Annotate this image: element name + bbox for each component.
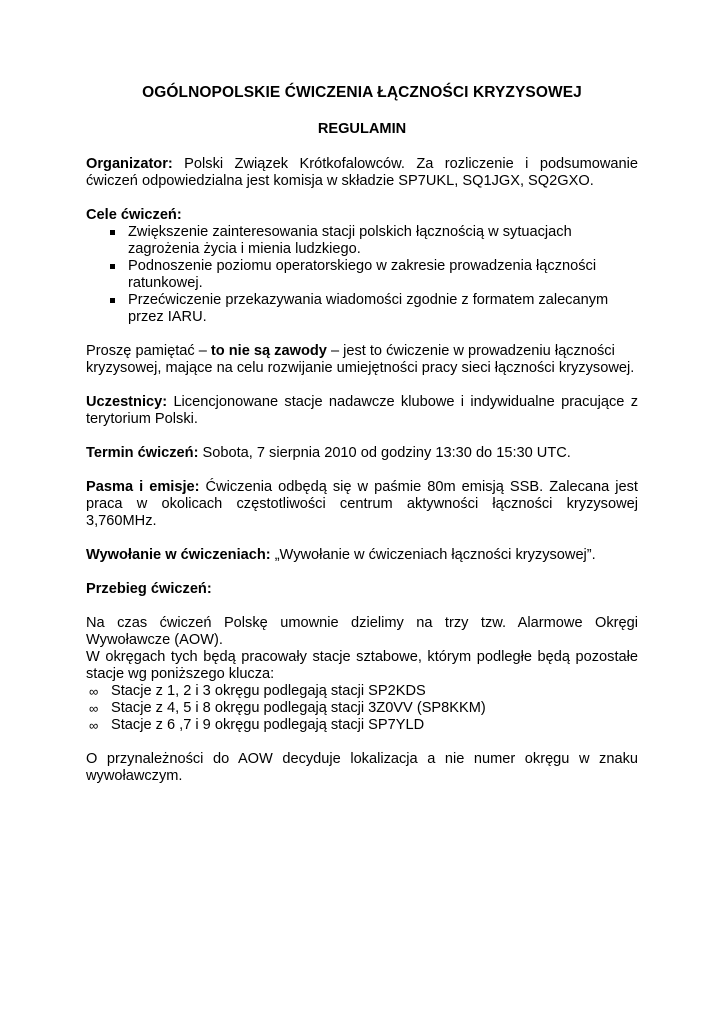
bands-paragraph [86,479,638,530]
infinity-bullet-icon: ∞ [89,701,99,716]
regions-item-text: Stacje z 1, 2 i 3 okręgu podlegają stacji SP2KDS [111,683,426,699]
schedule-text: Sobota, 7 sierpnia 2010 od godziny 13:30 do 15:30 UTC. [198,445,571,461]
participants-label: Uczestnicy: [86,394,168,410]
participants-text: Licencjonowane stacje nadawcze klubowe i indywidualne pracujące z terytorium Polski. [86,394,638,427]
organizer-text: Polski Związek Krótkofalowców. Za rozliczenie i podsumowanie ćwiczeń odpowiedzialna jest komisja w składzie SP7UKL, SQ1JGX, SQ2GXO. [86,156,638,189]
reminder-before: Proszę pamiętać – [86,343,211,359]
infinity-bullet-icon: ∞ [89,684,99,699]
goals-item-text: Przećwiczenie przekazywania wiadomości zgodnie z formatem zalecanym przez IARU. [128,292,609,325]
call-text: „Wywołanie w ćwiczeniach łączności kryzysowej”. [270,547,596,563]
schedule-paragraph [86,445,638,462]
square-bullet-icon [110,298,115,303]
participants-paragraph [86,394,638,428]
regions-item-text: Stacje z 4, 5 i 8 okręgu podlegają stacji 3Z0VV (SP8KKM) [111,700,486,716]
goals-item-text: Zwiększenie zainteresowania stacji polskich łącznością w sytuacjach zagrożenia życia i mienia ludzkiego. [128,224,572,257]
call-paragraph [86,547,638,564]
goals-list-item [86,224,638,258]
closing-paragraph: O przynależności do AOW decyduje lokalizacja a nie numer okręgu w znaku wywoławczym. [86,751,638,784]
regions-list-item [86,700,638,717]
infinity-bullet-icon: ∞ [89,718,99,733]
goals-heading [86,207,638,224]
goals-list-item [86,258,638,292]
reminder-bold: to nie są zawody [210,343,327,359]
course-paragraph-1: Na czas ćwiczeń Polskę umownie dzielimy na trzy tzw. Alarmowe Okręgi Wywoławcze (AOW). [86,615,638,648]
organizer-label: Organizator: [86,156,173,172]
regions-list-item [86,683,638,700]
bands-label: Pasma i emisje: [86,479,200,495]
square-bullet-icon [110,264,115,269]
goals-item-text: Podnoszenie poziomu operatorskiego w zakresie prowadzenia łączności ratunkowej. [128,258,597,291]
regions-list [86,683,638,734]
call-label: Wywołanie w ćwiczeniach: [86,547,271,563]
course-heading-label: Przebieg ćwiczeń: [86,581,212,597]
regions-item-text: Stacje z 6 ,7 i 9 okręgu podlegają stacji SP7YLD [111,717,425,733]
goals-list-item [86,292,638,326]
reminder-paragraph [86,343,638,377]
reminder-after: – jest to ćwiczenie w prowadzeniu łączności kryzysowej, mające na celu rozwijanie umiejętności pracy sieci łączności kryzysowej. [86,343,635,376]
goals-label: Cele ćwiczeń: [86,207,182,223]
bands-text: Ćwiczenia odbędą się w paśmie 80m emisją SSB. Zalecana jest praca w okolicach częstotliwości centrum aktywności łączności kryzysowej 3,760MHz. [86,479,638,529]
square-bullet-icon [110,230,115,235]
regions-list-item [86,717,638,734]
organizer-paragraph [86,156,638,190]
schedule-label: Termin ćwiczeń: [86,445,199,461]
course-paragraph-2: W okręgach tych będą pracowały stacje sztabowe, którym podległe będą pozostałe stacje wg poniższego klucza: [86,649,638,682]
goals-list [86,224,638,326]
course-heading [86,581,638,598]
document-subtitle: REGULAMIN [317,121,407,137]
document-title: OGÓLNOPOLSKIE ĆWICZENIA ŁĄCZNOŚCI KRYZYSOWEJ [142,84,582,101]
